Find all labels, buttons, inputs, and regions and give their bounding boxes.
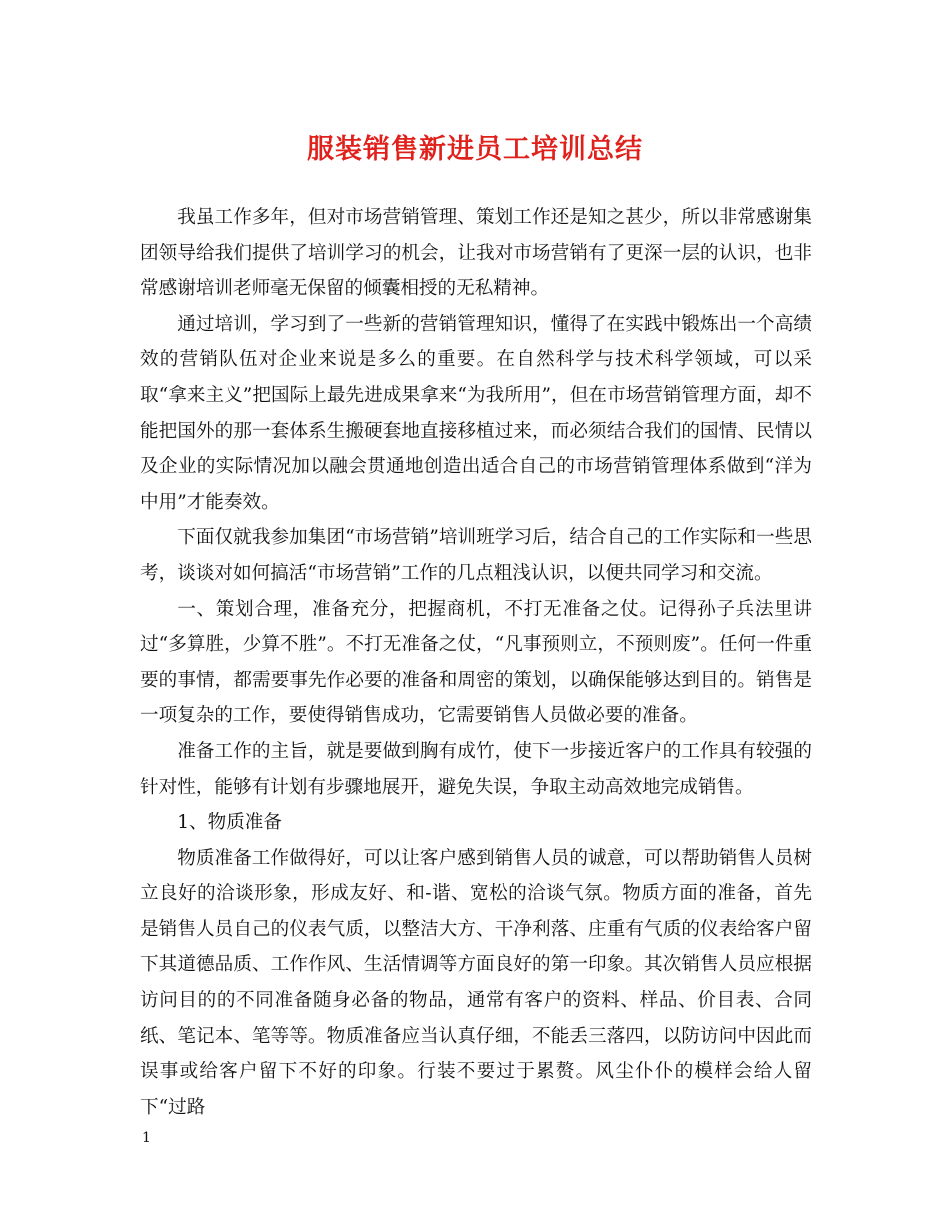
paragraph-2: 通过培训，学习到了一些新的营销管理知识，懂得了在实践中锻炼出一个高绩效的营销队伍对企业来说是多么的重要。在自然科学与技术科学领域，可以采取“拿来主义”把国际上最先进成果拿来“为我所用”，但在市场营销管理方面，却不能把国外的那一套体系生搬硬套地直接移植过来，而必须结合我们的国情、民情以及企业的实际情况加以融会贯通地创造出适合自己的市场营销管理体系做到“洋为中用”才能奏效。 xyxy=(140,313,812,513)
page-number: 1 xyxy=(142,1130,151,1146)
paragraph-1: 我虽工作多年，但对市场营销管理、策划工作还是知之甚少，所以非常感谢集团领导给我们提供了培训学习的机会，让我对市场营销有了更深一层的认识，也非常感谢培训老师毫无保留的倾囊相授的无私精神。 xyxy=(140,207,812,300)
paragraph-7: 物质准备工作做得好，可以让客户感到销售人员的诚意，可以帮助销售人员树立良好的洽谈形象，形成友好、和-谐、宽松的洽谈气氛。物质方面的准备，首先是销售人员自己的仪表气质，以整洁大方、干净利落、庄重有气质的仪表给客户留下其道德品质、工作作风、生活情调等方面良好的第一印象。其次销售人员应根据访问目的的不同准备随身必备的物品，通常有客户的资料、样品、价目表、合同纸、笔记本、笔等等。物质准备应当认真仔细，不能丢三落四，以防访问中因此而误事或给客户留下不好的印象。行装不要过于累赘。风尘仆仆的模样会给人留下“过路 xyxy=(140,847,812,1118)
paragraph-4: 一、策划合理，准备充分，把握商机，不打无准备之仗。记得孙子兵法里讲过“多算胜，少算不胜”。不打无准备之仗，“凡事预则立，不预则废”。任何一件重要的事情，都需要事先作必要的准备和周密的策划，以确保能够达到目的。销售是一项复杂的工作，要使得销售成功，它需要销售人员做必要的准备。 xyxy=(140,598,812,727)
document-body xyxy=(140,200,812,1125)
document-title: 服装销售新进员工培训总结 xyxy=(307,134,643,165)
paragraph-5: 准备工作的主旨，就是要做到胸有成竹，使下一步接近客户的工作具有较强的针对性，能够有计划有步骤地展开，避免失误，争取主动高效地完成销售。 xyxy=(140,740,812,798)
paragraph-3: 下面仅就我参加集团“市场营销”培训班学习后，结合自己的工作实际和一些思考，谈谈对如何搞活“市场营销”工作的几点粗浅认识，以便共同学习和交流。 xyxy=(140,527,812,584)
section-heading-material-prep: 1、物质准备 xyxy=(177,812,282,834)
